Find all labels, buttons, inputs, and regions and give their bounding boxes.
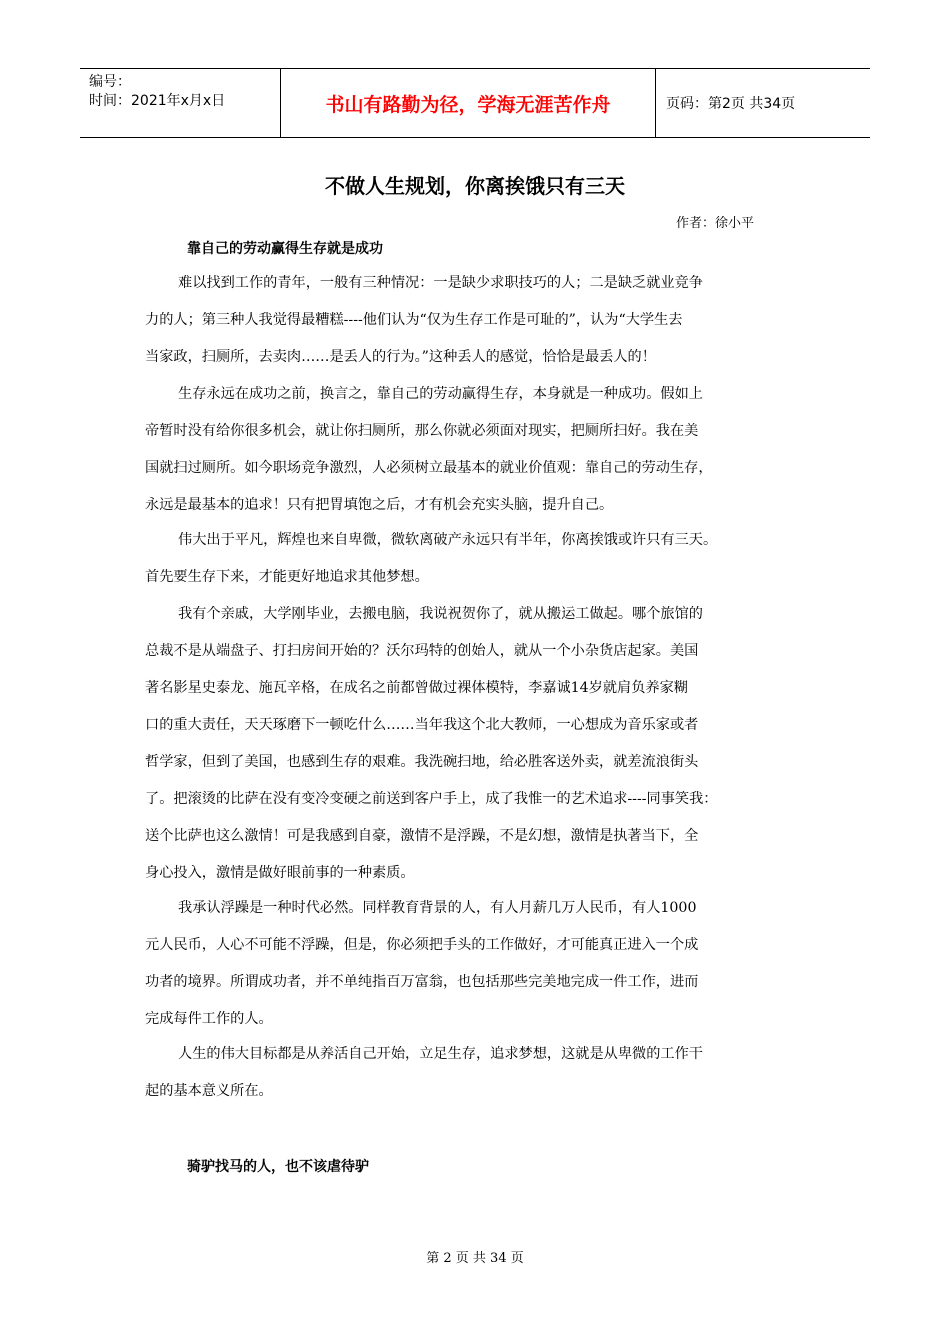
paragraph-line: 永远是最基本的追求！只有把胃填饱之后，才有机会充实头脑，提升自己。 [145, 497, 614, 513]
header-page-info: 页码：第2页 共34页 [666, 96, 796, 112]
document-header [80, 68, 870, 138]
paragraph-line: 送个比萨也这么激情！可是我感到自豪，激情不是浮躁，不是幻想，激情是执著当下，全 [145, 828, 699, 844]
number-label: 编号： [89, 74, 131, 90]
header-motto: 书山有路勤为径，学海无涯苦作舟 [281, 69, 656, 137]
paragraph-line: 哲学家，但到了美国，也感到生存的艰难。我洗碗扫地，给必胜客送外卖，就差流浪街头 [145, 754, 699, 770]
paragraph-line: 我承认浮躁是一种时代必然。同样教育背景的人，有人月薪几万人民币，有人1000 [178, 900, 697, 916]
paragraph-5 [145, 890, 805, 1038]
paragraph-line: 完成每件工作的人。 [145, 1011, 273, 1027]
paragraph-6 [145, 1036, 805, 1110]
section-heading-1: 靠自己的劳动赢得生存就是成功 [187, 241, 383, 257]
paragraph-line: 著名影星史泰龙、施瓦辛格，在成名之前都曾做过裸体模特，李嘉诚14岁就肩负养家糊 [145, 680, 688, 696]
paragraph-line: 帝暂时没有给你很多机会，就让你扫厕所，那么你就必须面对现实，把厕所扫好。我在美 [145, 423, 699, 439]
paragraph-line: 了。把滚烫的比萨在没有变冷变硬之前送到客户手上，成了我惟一的艺术追求----同事笑我： [145, 791, 718, 807]
paragraph-line: 起的基本意义所在。 [145, 1083, 273, 1099]
paragraph-4 [145, 596, 805, 892]
page-footer: 第 2 页 共 34 页 [426, 1251, 524, 1266]
paragraph-1 [145, 265, 805, 376]
header-meta-cell [80, 69, 281, 137]
paragraph-line: 元人民币，人心不可能不浮躁，但是，你必须把手头的工作做好，才可能真正进入一个成 [145, 937, 699, 953]
paragraph-line: 口的重大责任，天天琢磨下一顿吃什么……当年我这个北大教师，一心想成为音乐家或者 [145, 717, 699, 733]
paragraph-line: 难以找到工作的青年，一般有三种情况：一是缺少求职技巧的人；二是缺乏就业竞争 [178, 275, 703, 291]
paragraph-line: 人生的伟大目标都是从养活自己开始，立足生存，追求梦想，这就是从卑微的工作干 [178, 1046, 703, 1062]
paragraph-line: 力的人；第三种人我觉得最糟糕----他们认为“仅为生存工作是可耻的”，认为“大学生去 [145, 312, 683, 328]
paragraph-line: 生存永远在成功之前，换言之，靠自己的劳动赢得生存，本身就是一种成功。假如上 [178, 386, 703, 402]
paragraph-line: 功者的境界。所谓成功者，并不单纯指百万富翁，也包括那些完美地完成一件工作，进而 [145, 974, 699, 990]
paragraph-3 [145, 522, 805, 596]
paragraph-line: 总裁不是从端盘子、打扫房间开始的？沃尔玛特的创始人，就从一个小杂货店起家。美国 [145, 643, 699, 659]
paragraph-line: 当家政，扫厕所，去卖肉……是丢人的行为。”这种丢人的感觉，恰恰是最丢人的！ [145, 349, 656, 365]
section-heading-2: 骑驴找马的人，也不该虐待驴 [187, 1159, 369, 1175]
article-author: 作者：徐小平 [676, 216, 755, 231]
paragraph-line: 国就扫过厕所。如今职场竞争激烈，人必须树立最基本的就业价值观：靠自己的劳动生存， [145, 460, 713, 476]
paragraph-line: 我有个亲戚，大学刚毕业，去搬电脑，我说祝贺你了，就从搬运工做起。哪个旅馆的 [178, 606, 703, 622]
article-title: 不做人生规划，你离挨饿只有三天 [325, 174, 625, 198]
date-label: 时间：2021年x月x日 [89, 93, 226, 109]
paragraph-line: 伟大出于平凡，辉煌也来自卑微，微软离破产永远只有半年，你离挨饿或许只有三天。 [178, 532, 718, 548]
paragraph-line: 身心投入，激情是做好眼前事的一种素质。 [145, 865, 415, 881]
paragraph-line: 首先要生存下来，才能更好地追求其他梦想。 [145, 569, 429, 585]
paragraph-2 [145, 376, 805, 524]
